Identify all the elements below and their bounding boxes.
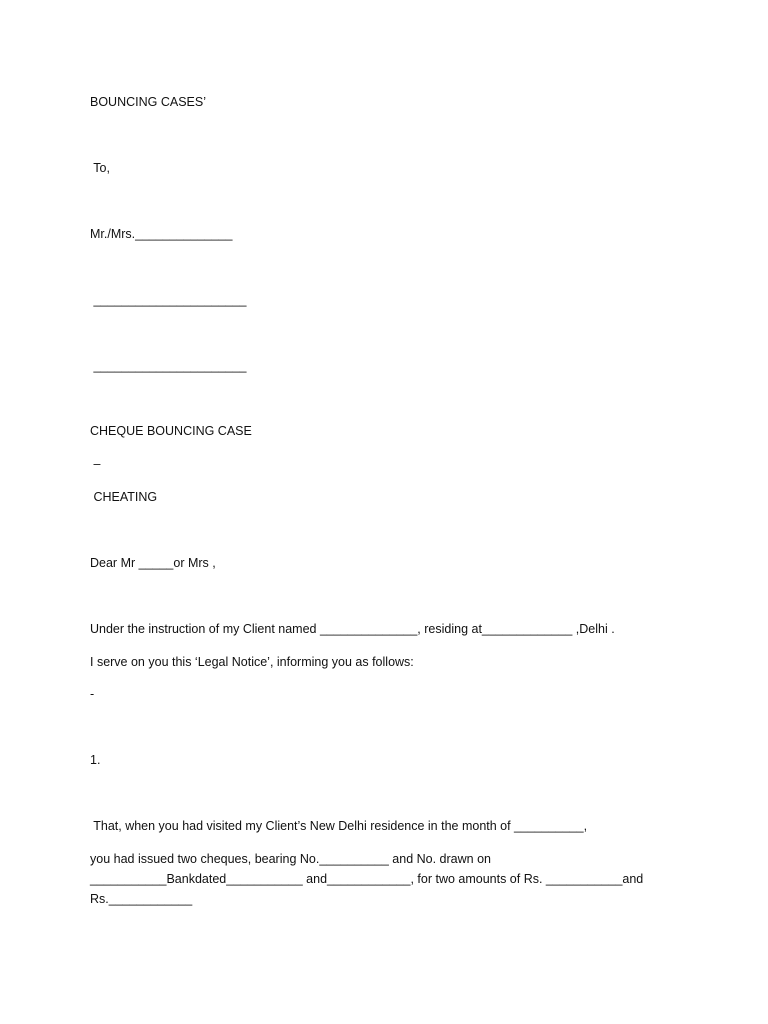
point-1-line-1: That, when you had visited my Client’s New Delhi residence in the month of __________, <box>90 819 588 833</box>
salutation-to: To, <box>90 161 110 175</box>
point-number: 1. <box>90 753 101 767</box>
subject-dash: – <box>90 457 101 471</box>
address-line-2: ______________________ <box>90 359 247 373</box>
subject-sub-line: CHEATING <box>90 490 158 504</box>
point-1-paragraph: you had issued two cheques, bearing No.__________ and No. drawn on ___________Bankdated___________ and____________, for two amounts of Rs. ___________and Rs.____________ <box>90 852 644 906</box>
recipient-name-line: Mr./Mrs.______________ <box>90 227 233 241</box>
intro-paragraph-2: I serve on you this ‘Legal Notice’, informing you as follows: <box>90 655 414 669</box>
address-line-1: ______________________ <box>90 293 247 307</box>
greeting-line: Dear Mr _____or Mrs , <box>90 556 216 570</box>
intro-paragraph-1: Under the instruction of my Client named ______________, residing at_____________ ,Delhi . <box>90 622 615 636</box>
subject-line: CHEQUE BOUNCING CASE <box>90 424 252 438</box>
document-title: BOUNCING CASES’ <box>90 95 206 109</box>
intro-dash: - <box>90 687 95 701</box>
